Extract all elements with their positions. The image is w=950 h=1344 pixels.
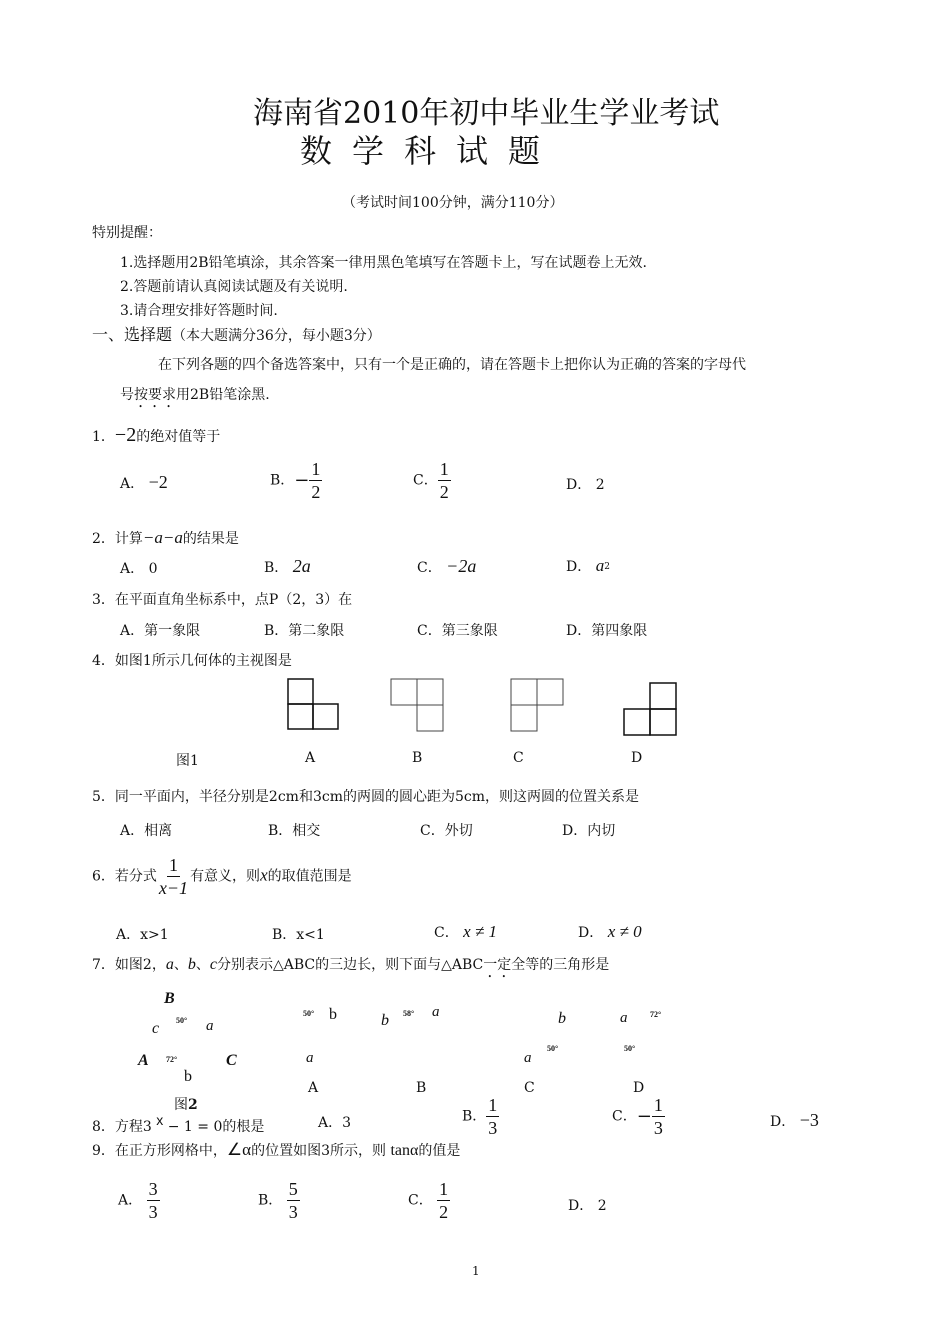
q7b-side-b: b [381,1012,389,1029]
q1-a-value: −2 [148,472,168,492]
q1-d-value: 2 [595,477,605,493]
instr-emphasis: 按要求 [134,387,176,403]
q7-var-b: b [187,956,196,973]
q8-b-fraction [486,1096,499,1137]
q1-c-fraction [438,460,451,501]
q3-option-b: B．第二象限 [264,623,345,639]
exam-subtitle: 数学科试题 [300,132,561,170]
q8-b-label: B． [462,1108,487,1125]
q1-a-label: A． [120,476,145,492]
figure-1-solid [285,676,345,734]
q2-a-label: A． [120,561,145,577]
figure-1-label: 图1 [176,753,199,769]
q7c-side-a: a [524,1050,532,1066]
q7c-angle-50: 50° [547,1044,559,1053]
q7-sep-2: 、 [195,957,210,973]
q9-c-label: C． [408,1192,433,1209]
q6-option-c [434,922,497,942]
q2-c-value: −2a [446,556,477,576]
q6-variable: x [260,865,268,885]
q3-option-c: C．第三象限 [417,623,498,639]
q7-label-a: A [308,1080,319,1096]
q7-text-b: 分别表示△ABC的三边长，则下面与△ABC [216,957,484,973]
q6-option-a: A．x>1 [116,927,169,943]
q7-text-a: 如图2， [114,957,166,973]
q9-c-num: 1 [439,1179,449,1199]
question-1 [92,424,220,447]
q5-option-c: C．外切 [420,823,473,839]
q2-option-a [120,558,158,578]
q6-d-label: D． [578,925,604,941]
q1-option-a [120,472,168,493]
q4-label-d: D [631,750,643,766]
q2-b-value: 2a [292,556,311,576]
q4-number: 4． [92,653,115,669]
q9-option-a [118,1180,160,1221]
q8-c-sign: − [636,1106,652,1127]
q1-number: 1． [92,429,115,445]
option-a-view [388,676,448,734]
q2-d-label: D． [566,559,592,575]
q6-fraction [157,856,190,897]
q1-c-den: 2 [439,482,449,502]
q6-text-a: 若分式 [114,868,157,885]
q4-label-a: A [305,750,316,766]
q1-c-label: C． [413,472,438,489]
q8-c-label: C． [612,1108,637,1125]
q8-option-c [612,1096,665,1137]
q2-option-b [264,556,311,577]
q2-expr: −a−a [142,528,183,547]
q2-option-d [566,556,610,576]
notice-item-1: 1.选择题用2B铅笔填涂，其余答案一律用黑色笔填写在答题卡上，写在试题卷上无效. [120,255,648,271]
exam-title: 海南省2010年初中毕业生学业考试 [253,96,720,131]
q2-number: 2． [92,531,115,547]
fig2-side-b: b [184,1068,192,1085]
figure-2-label [174,1094,198,1114]
q1-b-fraction [309,460,322,501]
q9-a-num: 3 [148,1179,158,1199]
section1-heading: 一、选择题 [92,325,173,344]
q1-b-num: 1 [311,459,321,479]
notice-heading: 特别提醒： [92,225,162,241]
section1-note: （本大题满分36分，每小题3分） [172,328,381,344]
q9-text-b: 的位置如图3所示，则 [251,1143,386,1159]
q1-b-sign: − [294,470,310,491]
q7d-angle-72: 72° [650,1010,662,1019]
q6-option-b: B．x<1 [272,927,325,943]
fig2-side-a: a [206,1018,214,1034]
q9-number: 9． [92,1143,115,1159]
q8-text-b: − 1 = 0的根是 [167,1119,265,1135]
question-3 [92,589,352,609]
q8-c-num: 1 [653,1095,663,1115]
q9-text-c: 的值是 [418,1143,461,1159]
q9-d-value: 2 [597,1198,607,1214]
instr-text: 号 [120,387,134,403]
page-number: 1 [472,1264,480,1278]
fig2-side-c: c [152,1020,160,1037]
q8-d-value: −3 [799,1110,819,1130]
q9-b-label: B． [258,1192,283,1209]
question-6 [92,856,352,897]
q7d-side-a: a [620,1010,628,1026]
q7c-side-b: b [558,1010,566,1027]
q2-c-label: C． [417,560,442,576]
q2-a-value: 0 [148,561,158,577]
q9-tan: tanα [390,1142,419,1159]
q8-c-fraction [652,1096,665,1137]
question-7 [92,954,609,981]
q8-option-d [770,1110,819,1131]
q8-option-b [462,1096,499,1137]
q3-text: 在平面直角坐标系中，点P（2，3）在 [114,592,353,608]
q1-option-b [270,460,322,501]
notice-item-3: 3.请合理安排好答题时间. [120,303,278,319]
q1-text: 的绝对值等于 [136,429,221,445]
q5-option-d: D．内切 [562,823,616,839]
option-b-view [508,676,568,734]
q9-option-b [258,1180,300,1221]
q9-angle: ∠α [226,1140,252,1159]
q6-frac-num: 1 [168,855,178,875]
fig2-angle-72: 72° [166,1055,178,1064]
q4-label-b: B [412,750,423,766]
q6-d-value: x ≠ 0 [607,922,642,941]
q7b-side-a: a [432,1004,440,1020]
q9-c-fraction [437,1180,450,1221]
section1-heading-row [92,322,381,345]
instr-text-2: 用2B铅笔涂黑. [176,387,270,403]
question-9 [92,1140,460,1160]
q3-option-a: A．第一象限 [120,623,201,639]
q7-label-b: B [416,1080,427,1096]
question-8 [92,1112,264,1136]
q7-emphasis: 一定 [483,957,512,973]
q2-text-a: 计算 [114,531,143,547]
notice-item-2: 2.答题前请认真阅读试题及有关说明. [120,279,348,295]
q9-a-fraction [147,1180,160,1221]
q3-option-d: D．第四象限 [566,623,648,639]
section1-instruction-line2 [120,384,270,411]
q7d-angle-50: 50° [624,1044,636,1053]
q6-text-b: 有意义，则 [190,868,261,885]
q5-option-b: B．相交 [268,823,321,839]
q4-text: 如图1所示几何体的主视图是 [114,653,292,669]
q6-frac-den: x−1 [158,878,189,898]
q7-text-c: 全等的三角形是 [511,957,610,973]
q7-label-d: D [633,1080,645,1096]
q8-number: 8． [92,1119,115,1135]
q8-text-a: 方程3 [114,1119,152,1135]
q9-text-a: 在正方形网格中， [114,1143,227,1159]
q5-text: 同一平面内，半径分别是2cm和3cm的两圆的圆心距为5cm，则这两圆的位置关系是 [114,789,639,805]
q2-d-exponent: 2 [604,562,610,572]
q6-number: 6． [92,868,115,885]
fig2-vertex-a: A [138,1052,149,1069]
fig2-label-number: 2 [188,1097,198,1113]
q3-number: 3． [92,592,115,608]
q7a-side-b: b [329,1006,337,1023]
q7-sep-1: 、 [173,957,188,973]
q7-number: 7． [92,957,115,973]
exam-time-info: （考试时间100分钟，满分110分） [342,195,564,211]
q1-option-d [566,474,605,494]
q2-text-b: 的结果是 [182,531,239,547]
option-c-view [620,680,682,738]
q6-c-label: C． [434,925,459,941]
question-4 [92,650,292,670]
q9-b-num: 5 [288,1179,298,1199]
fig2-vertex-b: B [164,990,175,1007]
q1-b-label: B． [270,472,295,489]
q4-label-c: C [513,750,524,766]
q8-c-den: 3 [653,1118,663,1138]
q9-option-d [568,1195,607,1215]
q9-d-label: D． [568,1198,594,1214]
q8-b-num: 1 [488,1095,498,1115]
q9-a-den: 3 [148,1202,158,1222]
question-2 [92,528,239,548]
q1-option-c [413,460,451,501]
fig2-label-text: 图 [174,1097,188,1113]
q8-option-a: A．3 [318,1115,352,1131]
q7b-angle-58: 58° [403,1009,415,1018]
q8-variable: x [156,1112,164,1128]
question-5 [92,786,639,806]
q1-b-den: 2 [311,482,321,502]
q2-d-value: a [595,556,605,575]
q1-c-num: 1 [439,459,449,479]
section1-instruction-line1: 在下列各题的四个备选答案中，只有一个是正确的，请在答题卡上把你认为正确的答案的字母代 [158,357,746,373]
q2-b-label: B． [264,560,289,576]
q5-number: 5． [92,789,115,805]
q1-expr: −2 [114,424,137,446]
q9-c-den: 2 [439,1202,449,1222]
q6-text-c: 的取值范围是 [267,868,352,885]
q6-c-value: x ≠ 1 [463,922,498,941]
q5-option-a: A．相离 [120,823,173,839]
fig2-angle-50: 50° [176,1016,188,1025]
q9-b-den: 3 [288,1202,298,1222]
q7-var-a: a [165,956,174,973]
q1-d-label: D． [566,477,592,493]
q6-option-d [578,922,642,942]
q7a-angle-50: 50° [303,1009,315,1018]
fig2-vertex-c: C [226,1052,237,1069]
q7-var-c: c [209,956,217,973]
q9-b-fraction [287,1180,300,1221]
q8-b-den: 3 [488,1118,498,1138]
q7a-side-a: a [306,1050,314,1066]
q9-a-label: A． [118,1192,143,1209]
q2-option-c [417,556,476,577]
q8-d-label: D． [770,1114,796,1130]
q9-option-c [408,1180,450,1221]
q7-label-c: C [524,1080,535,1096]
